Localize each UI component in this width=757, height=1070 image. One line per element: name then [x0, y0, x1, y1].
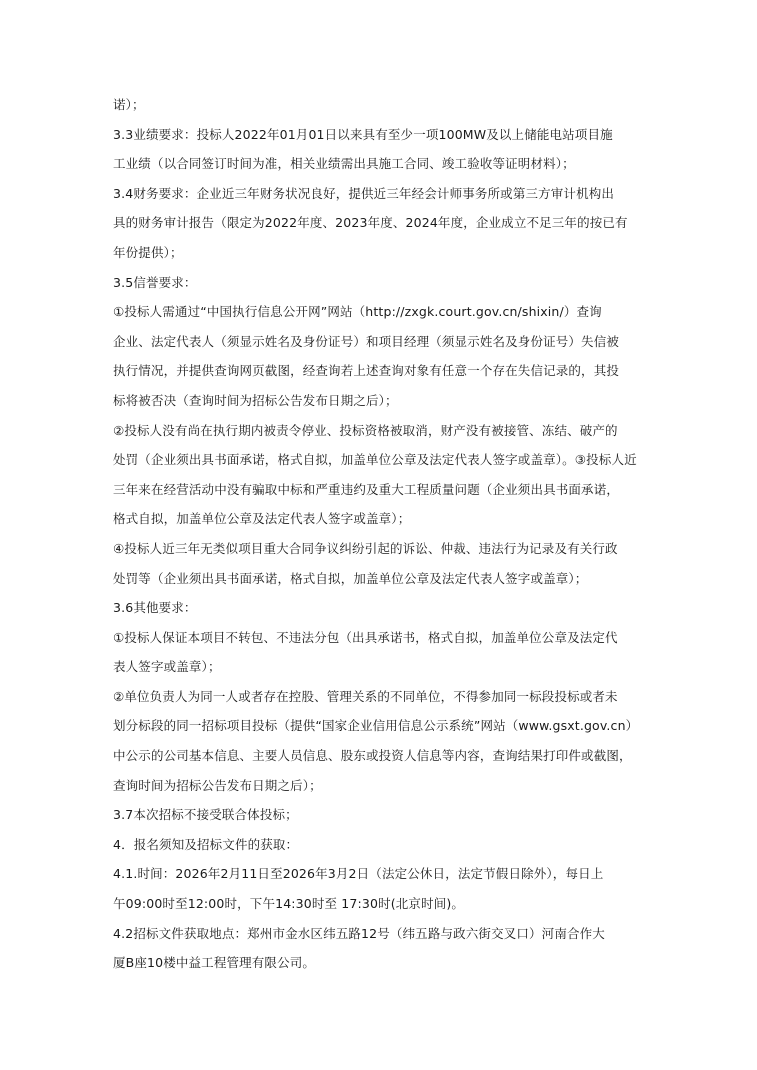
- text-line: 3.3业绩要求：投标人2022年01月01日以来具有至少一项100MW及以上储能电站项目施: [113, 126, 613, 142]
- text-line: 厦B座10楼中益工程管理有限公司。: [113, 955, 316, 971]
- text-line: 三年来在经营活动中没有骗取中标和严重违约及重大工程质量问题（企业须出具书面承诺，: [113, 481, 620, 497]
- text-line: ④投标人近三年无类似项目重大合同争议纠纷引起的诉讼、仲裁、违法行为记录及有关行政: [113, 540, 618, 556]
- text-line: 4.2招标文件获取地点：郑州市金水区纬五路12号（纬五路与政六街交叉口）河南合作大: [113, 925, 605, 941]
- text-line: ②投标人没有尚在执行期内被责令停业、投标资格被取消，财产没有被接管、冻结、破产的: [113, 422, 618, 438]
- text-line: 诺）；: [113, 97, 145, 112]
- text-line: 执行情况，并提供查询网页截图，经查询若上述查询对象有任意一个存在失信记录的，其投: [113, 363, 620, 379]
- text-line: 处罚等（企业须出具书面承诺，格式自拟，加盖单位公章及法定代表人签字或盖章）；: [113, 570, 588, 586]
- text-line: 标将被否决（查询时间为招标公告发布日期之后）；: [113, 392, 398, 408]
- text-line: 划分标段的同一招标项目投标（提供“国家企业信用信息公示系统”网站（www.gsxt.gov.cn）: [113, 718, 639, 734]
- text-line: 4．报名须知及招标文件的获取：: [113, 836, 299, 852]
- text-line: 4.1.时间：2026年2月11日至2026年3月2日（法定公休日，法定节假日除外），每日上: [113, 866, 604, 882]
- text-line: 企业、法定代表人（须显示姓名及身份证号）和项目经理（须显示姓名及身份证号）失信被: [113, 333, 620, 349]
- text-line: 年份提供）；: [113, 244, 183, 260]
- text-line: 工业绩（以合同签订时间为准，相关业绩需出具施工合同、竣工验收等证明材料）；: [113, 156, 575, 172]
- text-line: ②单位负责人为同一人或者存在控股、管理关系的不同单位，不得参加同一标段投标或者未: [113, 688, 618, 704]
- text-line: 中公示的公司基本信息、主要人员信息、股东或投资人信息等内容，查询结果打印件或截图，: [113, 748, 632, 764]
- text-line: ①投标人保证本项目不转包、不违法分包（出具承诺书，格式自拟，加盖单位公章及法定代: [113, 629, 618, 645]
- text-line: 表人签字或盖章）；: [113, 659, 221, 675]
- text-line: 3.5信誉要求：: [113, 274, 197, 290]
- text-line: 格式自拟，加盖单位公章及法定代表人签字或盖章）；: [113, 511, 411, 527]
- text-line: 查询时间为招标公告发布日期之后）；: [113, 777, 322, 793]
- text-line: ①投标人需通过“中国执行信息公开网”网站（http://zxgk.court.gov.cn/shixin/）查询: [113, 304, 602, 320]
- document-body: [113, 90, 645, 978]
- text-line: 处罚（企业须出具书面承诺，格式自拟，加盖单位公章及法定代表人签字或盖章）。③投标人近: [113, 452, 637, 468]
- text-line: 3.7本次招标不接受联合体投标；: [113, 807, 298, 823]
- text-line: 3.6其他要求：: [113, 600, 197, 616]
- text-line: 3.4财务要求：企业近三年财务状况良好，提供近三年经会计师事务所或第三方审计机构出: [113, 185, 615, 201]
- text-line: 具的财务审计报告（限定为2022年度、2023年度、2024年度，企业成立不足三年的按已有: [113, 215, 628, 231]
- text-line: 午09:00时至12:00时，下午14:30时至 17:30时(北京时间)。: [113, 896, 465, 912]
